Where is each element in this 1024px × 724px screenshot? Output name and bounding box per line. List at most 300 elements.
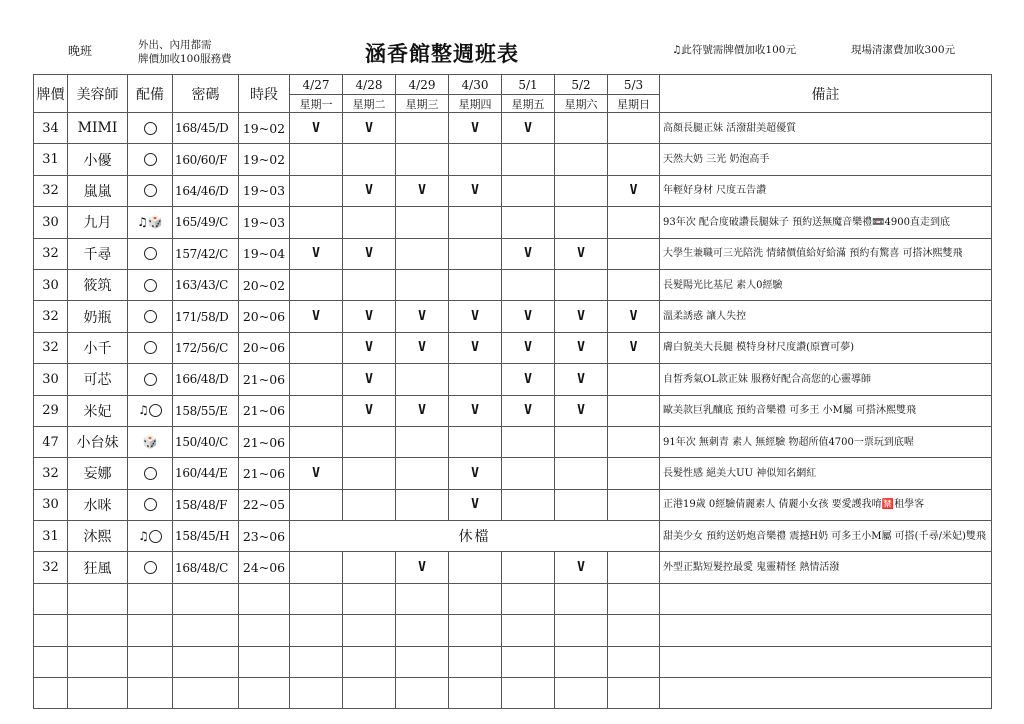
empty-cell: [239, 615, 290, 646]
empty-cell: [239, 646, 290, 677]
empty-cell: [660, 583, 992, 614]
dice-icon: 🎲: [147, 214, 163, 229]
table-row: [34, 144, 992, 175]
day-mark-cell: V: [502, 395, 555, 426]
remark-cell: 長髮性感 絕美大UU 神似知名網紅: [660, 458, 992, 489]
time-cell: 23~06: [239, 521, 290, 552]
weekday-header: 星期一: [290, 95, 343, 113]
day-mark-cell: V: [555, 301, 608, 332]
empty-cell: [502, 646, 555, 677]
empty-cell: [555, 646, 608, 677]
name-cell: 水咪: [68, 489, 128, 520]
price-cell: 31: [34, 521, 68, 552]
empty-cell: [555, 615, 608, 646]
time-cell: 21~06: [239, 364, 290, 395]
remark-cell: 93年次 配合度破讚長腿妹子 預約送無魔音樂禮📼4900直走到底: [660, 207, 992, 238]
remark-cell: 外型正點短髮控最愛 鬼靈精怪 熱情活潑: [660, 552, 992, 583]
day-mark-cell: [608, 144, 660, 175]
circle-icon: [144, 467, 157, 480]
date-header: 4/29: [396, 75, 449, 95]
empty-cell: [608, 646, 660, 677]
service-fee-note-line2: 牌價加收100服務費: [138, 53, 232, 65]
col-time: 時段: [239, 75, 290, 113]
table-row: [34, 113, 992, 144]
remark-cell: 正港19歲 0經驗倩麗素人 倩麗小女孩 要愛護我唷🈲租學客: [660, 489, 992, 520]
equipment-cell: [128, 301, 173, 332]
day-mark-cell: [555, 113, 608, 144]
empty-cell: [68, 646, 128, 677]
table-row: [34, 238, 992, 269]
empty-cell: [128, 646, 173, 677]
empty-cell: [608, 583, 660, 614]
day-mark-cell: V: [502, 113, 555, 144]
remark-cell: 歐美款巨乳釀底 預約音樂禮 可多王 小M屬 可搭沐熙雙飛: [660, 395, 992, 426]
empty-cell: [34, 678, 68, 709]
time-cell: 22~05: [239, 489, 290, 520]
day-mark-cell: [396, 458, 449, 489]
price-cell: 32: [34, 238, 68, 269]
day-mark-cell: [290, 364, 343, 395]
weekday-header: 星期四: [449, 95, 502, 113]
empty-cell: [239, 583, 290, 614]
day-mark-cell: [343, 269, 396, 300]
day-mark-cell: [555, 489, 608, 520]
weekday-header: 星期二: [343, 95, 396, 113]
equipment-cell: [128, 269, 173, 300]
price-cell: 32: [34, 301, 68, 332]
table-row: [34, 175, 992, 206]
empty-row: [34, 615, 992, 646]
day-mark-cell: V: [555, 364, 608, 395]
day-mark-cell: [290, 332, 343, 363]
code-cell: 165/49/C: [173, 207, 239, 238]
empty-cell: [290, 646, 343, 677]
empty-cell: [34, 646, 68, 677]
day-mark-cell: V: [449, 301, 502, 332]
day-mark-cell: V: [502, 332, 555, 363]
day-mark-cell: [449, 269, 502, 300]
empty-cell: [343, 678, 396, 709]
table-row: [34, 521, 992, 552]
day-mark-cell: V: [343, 364, 396, 395]
empty-cell: [660, 615, 992, 646]
equipment-cell: [128, 426, 173, 457]
day-mark-cell: [396, 238, 449, 269]
empty-cell: [343, 646, 396, 677]
dice-icon: 🎲: [142, 434, 158, 449]
col-beautician: 美容師: [68, 75, 128, 113]
day-mark-cell: V: [449, 395, 502, 426]
equipment-cell: [128, 238, 173, 269]
table-row: [34, 458, 992, 489]
day-mark-cell: [449, 144, 502, 175]
day-mark-cell: V: [449, 489, 502, 520]
day-mark-cell: V: [290, 113, 343, 144]
code-cell: 160/44/E: [173, 458, 239, 489]
day-mark-cell: [555, 269, 608, 300]
circle-icon: [144, 184, 157, 197]
cleaning-fee-note: 現場清潔費加收300元: [851, 44, 956, 56]
day-mark-cell: V: [555, 395, 608, 426]
col-equipment: 配備: [128, 75, 173, 113]
day-mark-cell: V: [449, 175, 502, 206]
circle-icon: [144, 561, 157, 574]
remark-cell: 高顏長腿正妹 活潑甜美超優質: [660, 113, 992, 144]
equipment-cell: [128, 395, 173, 426]
circle-icon: [149, 530, 162, 543]
remark-cell: 長髮陽光比基尼 素人0經驗: [660, 269, 992, 300]
table-row: [34, 269, 992, 300]
day-mark-cell: [290, 144, 343, 175]
name-cell: 可芯: [68, 364, 128, 395]
circle-icon: [149, 404, 162, 417]
day-mark-cell: [343, 458, 396, 489]
day-mark-cell: [290, 269, 343, 300]
equipment-cell: [128, 521, 173, 552]
day-mark-cell: [396, 426, 449, 457]
day-mark-cell: V: [449, 113, 502, 144]
day-mark-cell: V: [396, 552, 449, 583]
equipment-cell: [128, 175, 173, 206]
empty-cell: [290, 583, 343, 614]
day-mark-cell: [608, 489, 660, 520]
weekday-header: 星期六: [555, 95, 608, 113]
day-mark-cell: V: [449, 332, 502, 363]
day-mark-cell: [396, 489, 449, 520]
day-mark-cell: V: [608, 301, 660, 332]
day-mark-cell: [396, 364, 449, 395]
day-mark-cell: [449, 238, 502, 269]
code-cell: 171/58/D: [173, 301, 239, 332]
code-cell: 172/56/C: [173, 332, 239, 363]
remark-cell: 大學生兼職可三光陪洗 情緒價值給好給滿 預約有驚喜 可搭沐熙雙飛: [660, 238, 992, 269]
day-mark-cell: [608, 207, 660, 238]
time-cell: 19~02: [239, 144, 290, 175]
name-cell: 小千: [68, 332, 128, 363]
day-mark-cell: [449, 364, 502, 395]
day-mark-cell: [608, 364, 660, 395]
code-cell: 164/46/D: [173, 175, 239, 206]
time-cell: 19~04: [239, 238, 290, 269]
table-row: [34, 552, 992, 583]
day-mark-cell: V: [343, 301, 396, 332]
table-row: [34, 207, 992, 238]
day-mark-cell: [555, 144, 608, 175]
day-mark-cell: [608, 426, 660, 457]
empty-cell: [449, 678, 502, 709]
empty-cell: [396, 678, 449, 709]
empty-cell: [396, 615, 449, 646]
equipment-cell: [128, 489, 173, 520]
day-mark-cell: [290, 395, 343, 426]
empty-cell: [660, 678, 992, 709]
empty-cell: [449, 583, 502, 614]
remark-cell: 天然大奶 三光 奶泡高手: [660, 144, 992, 175]
price-cell: 32: [34, 332, 68, 363]
circle-icon: [144, 310, 157, 323]
day-mark-cell: [343, 426, 396, 457]
circle-icon: [144, 341, 157, 354]
name-cell: 妄娜: [68, 458, 128, 489]
day-mark-cell: [290, 552, 343, 583]
day-mark-cell: [290, 175, 343, 206]
empty-cell: [660, 646, 992, 677]
page-title: 涵香館整週班表: [365, 41, 519, 66]
remark-cell: 自皙秀氣OL款正妹 服務好配合高您的心靈導師: [660, 364, 992, 395]
circle-icon: [144, 247, 157, 260]
equipment-cell: [128, 552, 173, 583]
table-row: [34, 301, 992, 332]
day-mark-cell: [343, 489, 396, 520]
empty-cell: [128, 678, 173, 709]
name-cell: 狂風: [68, 552, 128, 583]
day-mark-cell: V: [396, 395, 449, 426]
day-mark-cell: V: [290, 458, 343, 489]
day-mark-cell: [343, 207, 396, 238]
code-cell: 158/45/H: [173, 521, 239, 552]
time-cell: 21~06: [239, 395, 290, 426]
date-header: 4/28: [343, 75, 396, 95]
day-mark-cell: [555, 426, 608, 457]
day-mark-cell: V: [608, 332, 660, 363]
day-mark-cell: [502, 426, 555, 457]
day-mark-cell: [396, 113, 449, 144]
circle-icon: [144, 122, 157, 135]
empty-cell: [290, 678, 343, 709]
name-cell: 筱筑: [68, 269, 128, 300]
code-cell: 158/55/E: [173, 395, 239, 426]
name-cell: 小台妹: [68, 426, 128, 457]
day-mark-cell: V: [290, 301, 343, 332]
day-mark-cell: [290, 426, 343, 457]
weekday-header: 星期三: [396, 95, 449, 113]
day-mark-cell: [502, 552, 555, 583]
day-mark-cell: V: [502, 301, 555, 332]
empty-row: [34, 646, 992, 677]
table-row: [34, 332, 992, 363]
code-cell: 150/40/C: [173, 426, 239, 457]
empty-row: [34, 583, 992, 614]
name-cell: 千尋: [68, 238, 128, 269]
empty-cell: [68, 615, 128, 646]
name-cell: 沐熙: [68, 521, 128, 552]
code-cell: 168/45/D: [173, 113, 239, 144]
empty-cell: [502, 615, 555, 646]
empty-cell: [128, 583, 173, 614]
day-mark-cell: [502, 175, 555, 206]
day-mark-cell: [502, 144, 555, 175]
day-mark-cell: V: [555, 332, 608, 363]
price-cell: 30: [34, 489, 68, 520]
day-mark-cell: [502, 458, 555, 489]
price-cell: 31: [34, 144, 68, 175]
empty-cell: [173, 678, 239, 709]
service-fee-note-line1: 外出、內用都需: [138, 39, 212, 51]
price-cell: 29: [34, 395, 68, 426]
day-mark-cell: [555, 207, 608, 238]
day-mark-cell: V: [343, 113, 396, 144]
name-cell: 奶瓶: [68, 301, 128, 332]
day-mark-cell: [608, 395, 660, 426]
empty-cell: [173, 583, 239, 614]
equipment-cell: [128, 364, 173, 395]
music-surcharge-note: ♫此符號需牌價加收100元: [672, 44, 796, 56]
col-code: 密碼: [173, 75, 239, 113]
remark-cell: 溫柔誘惑 讓人失控: [660, 301, 992, 332]
name-cell: 九月: [68, 207, 128, 238]
name-cell: 嵐嵐: [68, 175, 128, 206]
empty-cell: [34, 583, 68, 614]
day-mark-cell: V: [502, 238, 555, 269]
day-mark-cell: V: [343, 238, 396, 269]
day-mark-cell: [396, 269, 449, 300]
date-header: 4/27: [290, 75, 343, 95]
empty-cell: [608, 615, 660, 646]
empty-cell: [239, 678, 290, 709]
price-cell: 32: [34, 552, 68, 583]
name-cell: 米妃: [68, 395, 128, 426]
price-cell: 30: [34, 207, 68, 238]
table-row: [34, 489, 992, 520]
empty-cell: [290, 615, 343, 646]
service-fee-note: [138, 38, 232, 66]
equipment-cell: [128, 113, 173, 144]
day-mark-cell: [608, 238, 660, 269]
day-mark-cell: [502, 489, 555, 520]
day-mark-cell: V: [449, 458, 502, 489]
price-cell: 34: [34, 113, 68, 144]
time-cell: 19~02: [239, 113, 290, 144]
code-cell: 163/43/C: [173, 269, 239, 300]
day-mark-cell: V: [396, 175, 449, 206]
circle-icon: [144, 373, 157, 386]
empty-cell: [128, 615, 173, 646]
equipment-cell: [128, 207, 173, 238]
empty-cell: [343, 583, 396, 614]
time-cell: 19~03: [239, 175, 290, 206]
day-mark-cell: [449, 207, 502, 238]
table-row: [34, 426, 992, 457]
price-cell: 32: [34, 458, 68, 489]
name-cell: MIMI: [68, 113, 128, 144]
day-mark-cell: V: [343, 175, 396, 206]
day-mark-cell: [396, 207, 449, 238]
empty-cell: [396, 583, 449, 614]
day-mark-cell: V: [555, 238, 608, 269]
day-mark-cell: [608, 552, 660, 583]
rest-cell: 休檔: [290, 521, 660, 552]
music-note-icon: ♫: [137, 214, 148, 229]
day-mark-cell: [608, 458, 660, 489]
music-note-icon: ♫: [138, 528, 149, 543]
empty-cell: [555, 583, 608, 614]
time-cell: 24~06: [239, 552, 290, 583]
empty-cell: [34, 615, 68, 646]
empty-cell: [502, 583, 555, 614]
day-mark-cell: V: [343, 332, 396, 363]
time-cell: 20~02: [239, 269, 290, 300]
empty-cell: [173, 615, 239, 646]
day-mark-cell: [290, 207, 343, 238]
empty-row: [34, 678, 992, 709]
remark-cell: 年輕好身材 尺度五告讚: [660, 175, 992, 206]
day-mark-cell: V: [396, 332, 449, 363]
remark-cell: 91年次 無刺青 素人 無經驗 物超所值4700一票玩到底喔: [660, 426, 992, 457]
price-cell: 30: [34, 364, 68, 395]
code-cell: 157/42/C: [173, 238, 239, 269]
remark-cell: 甜美少女 預約送奶炮音樂禮 震撼H奶 可多王小M屬 可搭(千尋/米妃)雙飛: [660, 521, 992, 552]
day-mark-cell: [290, 489, 343, 520]
code-cell: 168/48/C: [173, 552, 239, 583]
day-mark-cell: [449, 552, 502, 583]
day-mark-cell: V: [555, 552, 608, 583]
circle-icon: [144, 153, 157, 166]
name-cell: 小優: [68, 144, 128, 175]
date-header: 4/30: [449, 75, 502, 95]
empty-cell: [173, 646, 239, 677]
shift-label: 晚班: [68, 44, 93, 58]
empty-cell: [502, 678, 555, 709]
table-row: [34, 364, 992, 395]
code-cell: 166/48/D: [173, 364, 239, 395]
equipment-cell: [128, 458, 173, 489]
weekday-header: 星期日: [608, 95, 660, 113]
day-mark-cell: [396, 144, 449, 175]
empty-cell: [608, 678, 660, 709]
empty-cell: [68, 583, 128, 614]
empty-cell: [555, 678, 608, 709]
table-row: [34, 395, 992, 426]
day-mark-cell: [555, 175, 608, 206]
price-cell: 47: [34, 426, 68, 457]
remark-cell: 膚白貌美大長腿 模特身材尺度讚(原寶可夢): [660, 332, 992, 363]
time-cell: 20~06: [239, 301, 290, 332]
day-mark-cell: V: [608, 175, 660, 206]
col-price: 牌價: [34, 75, 68, 113]
price-cell: 30: [34, 269, 68, 300]
date-header: 5/3: [608, 75, 660, 95]
weekly-schedule-table: [33, 74, 992, 709]
weekday-header: 星期五: [502, 95, 555, 113]
day-mark-cell: [555, 458, 608, 489]
time-cell: 21~06: [239, 458, 290, 489]
day-mark-cell: [502, 207, 555, 238]
empty-cell: [343, 615, 396, 646]
day-mark-cell: V: [290, 238, 343, 269]
date-header: 5/1: [502, 75, 555, 95]
schedule-body: [34, 113, 992, 709]
date-header: 5/2: [555, 75, 608, 95]
col-remarks: 備註: [660, 75, 992, 113]
time-cell: 19~03: [239, 207, 290, 238]
day-mark-cell: [502, 269, 555, 300]
time-cell: 21~06: [239, 426, 290, 457]
empty-cell: [396, 646, 449, 677]
day-mark-cell: [608, 113, 660, 144]
price-cell: 32: [34, 175, 68, 206]
day-mark-cell: [343, 144, 396, 175]
music-note-icon: ♫: [138, 403, 149, 418]
code-cell: 158/48/F: [173, 489, 239, 520]
day-mark-cell: V: [396, 301, 449, 332]
equipment-cell: [128, 144, 173, 175]
day-mark-cell: [608, 269, 660, 300]
day-mark-cell: V: [343, 395, 396, 426]
day-mark-cell: V: [502, 364, 555, 395]
code-cell: 160/60/F: [173, 144, 239, 175]
day-mark-cell: [449, 426, 502, 457]
empty-cell: [449, 646, 502, 677]
